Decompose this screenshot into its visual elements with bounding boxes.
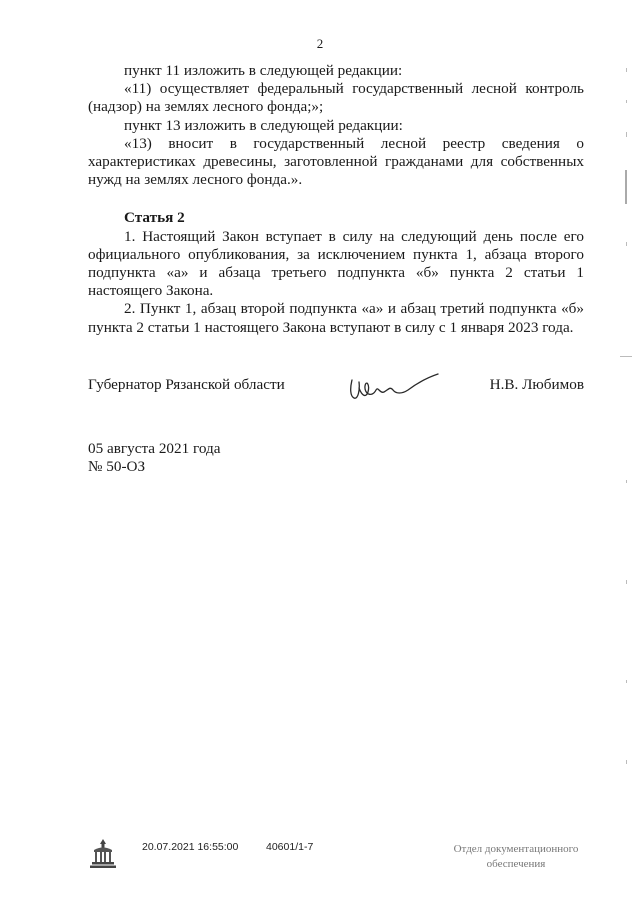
emblem-icon [86,836,120,872]
adoption-date: 05 августа 2021 года [88,440,221,457]
signatory-title: Губернатор Рязанской области [88,376,285,393]
amendment-intro-11: пункт 11 изложить в следующей редакции: [124,62,403,79]
footer-registration-number: 40601/1-7 [266,841,314,853]
handwritten-signature [346,370,446,408]
department-stamp-line: Отдел документационного [453,843,579,855]
page-number: 2 [316,36,324,51]
signatory-name: Н.В. Любимов [489,376,584,393]
adoption-details [88,440,220,476]
article-2-clause-1: 1. Настоящий Закон вступает в силу на следующий день после его официального опубликования, за исключением пункта 1, абзаца второго подпункта «а» и абзаца третьего подпункта «б» пункта 2 статьи 1 настоящего Закона. [88,227,584,300]
footer-timestamp: 20.07.2021 16:55:00 [142,841,239,853]
document-footer [0,836,640,886]
law-number: № 50-ОЗ [88,458,146,475]
amendment-intro-13: пункт 13 изложить в следующей редакции: [124,116,403,134]
amendment-text-13: «13) вносит в государственный лесной реестр сведения о характеристиках древесины, заготовленной гражданами для собственных нужд на землях лесного фонда.». [88,134,584,189]
article-2-clause-2: 2. Пункт 1, абзац второй подпункта «а» и абзац третий подпункта «б» пункта 2 статьи 1 настоящего Закона вступают в силу с 1 января 2023 года. [88,300,584,336]
law-text [88,62,584,337]
department-stamp-line: обеспечения [486,858,546,870]
amendment-text-11: «11) осуществляет федеральный государственный лесной контроль (надзор) на землях лесного фонда;»; [88,80,584,116]
department-stamp [428,842,604,872]
article-2-heading: Статья 2 [124,209,185,227]
scan-edge-marks [620,60,632,820]
